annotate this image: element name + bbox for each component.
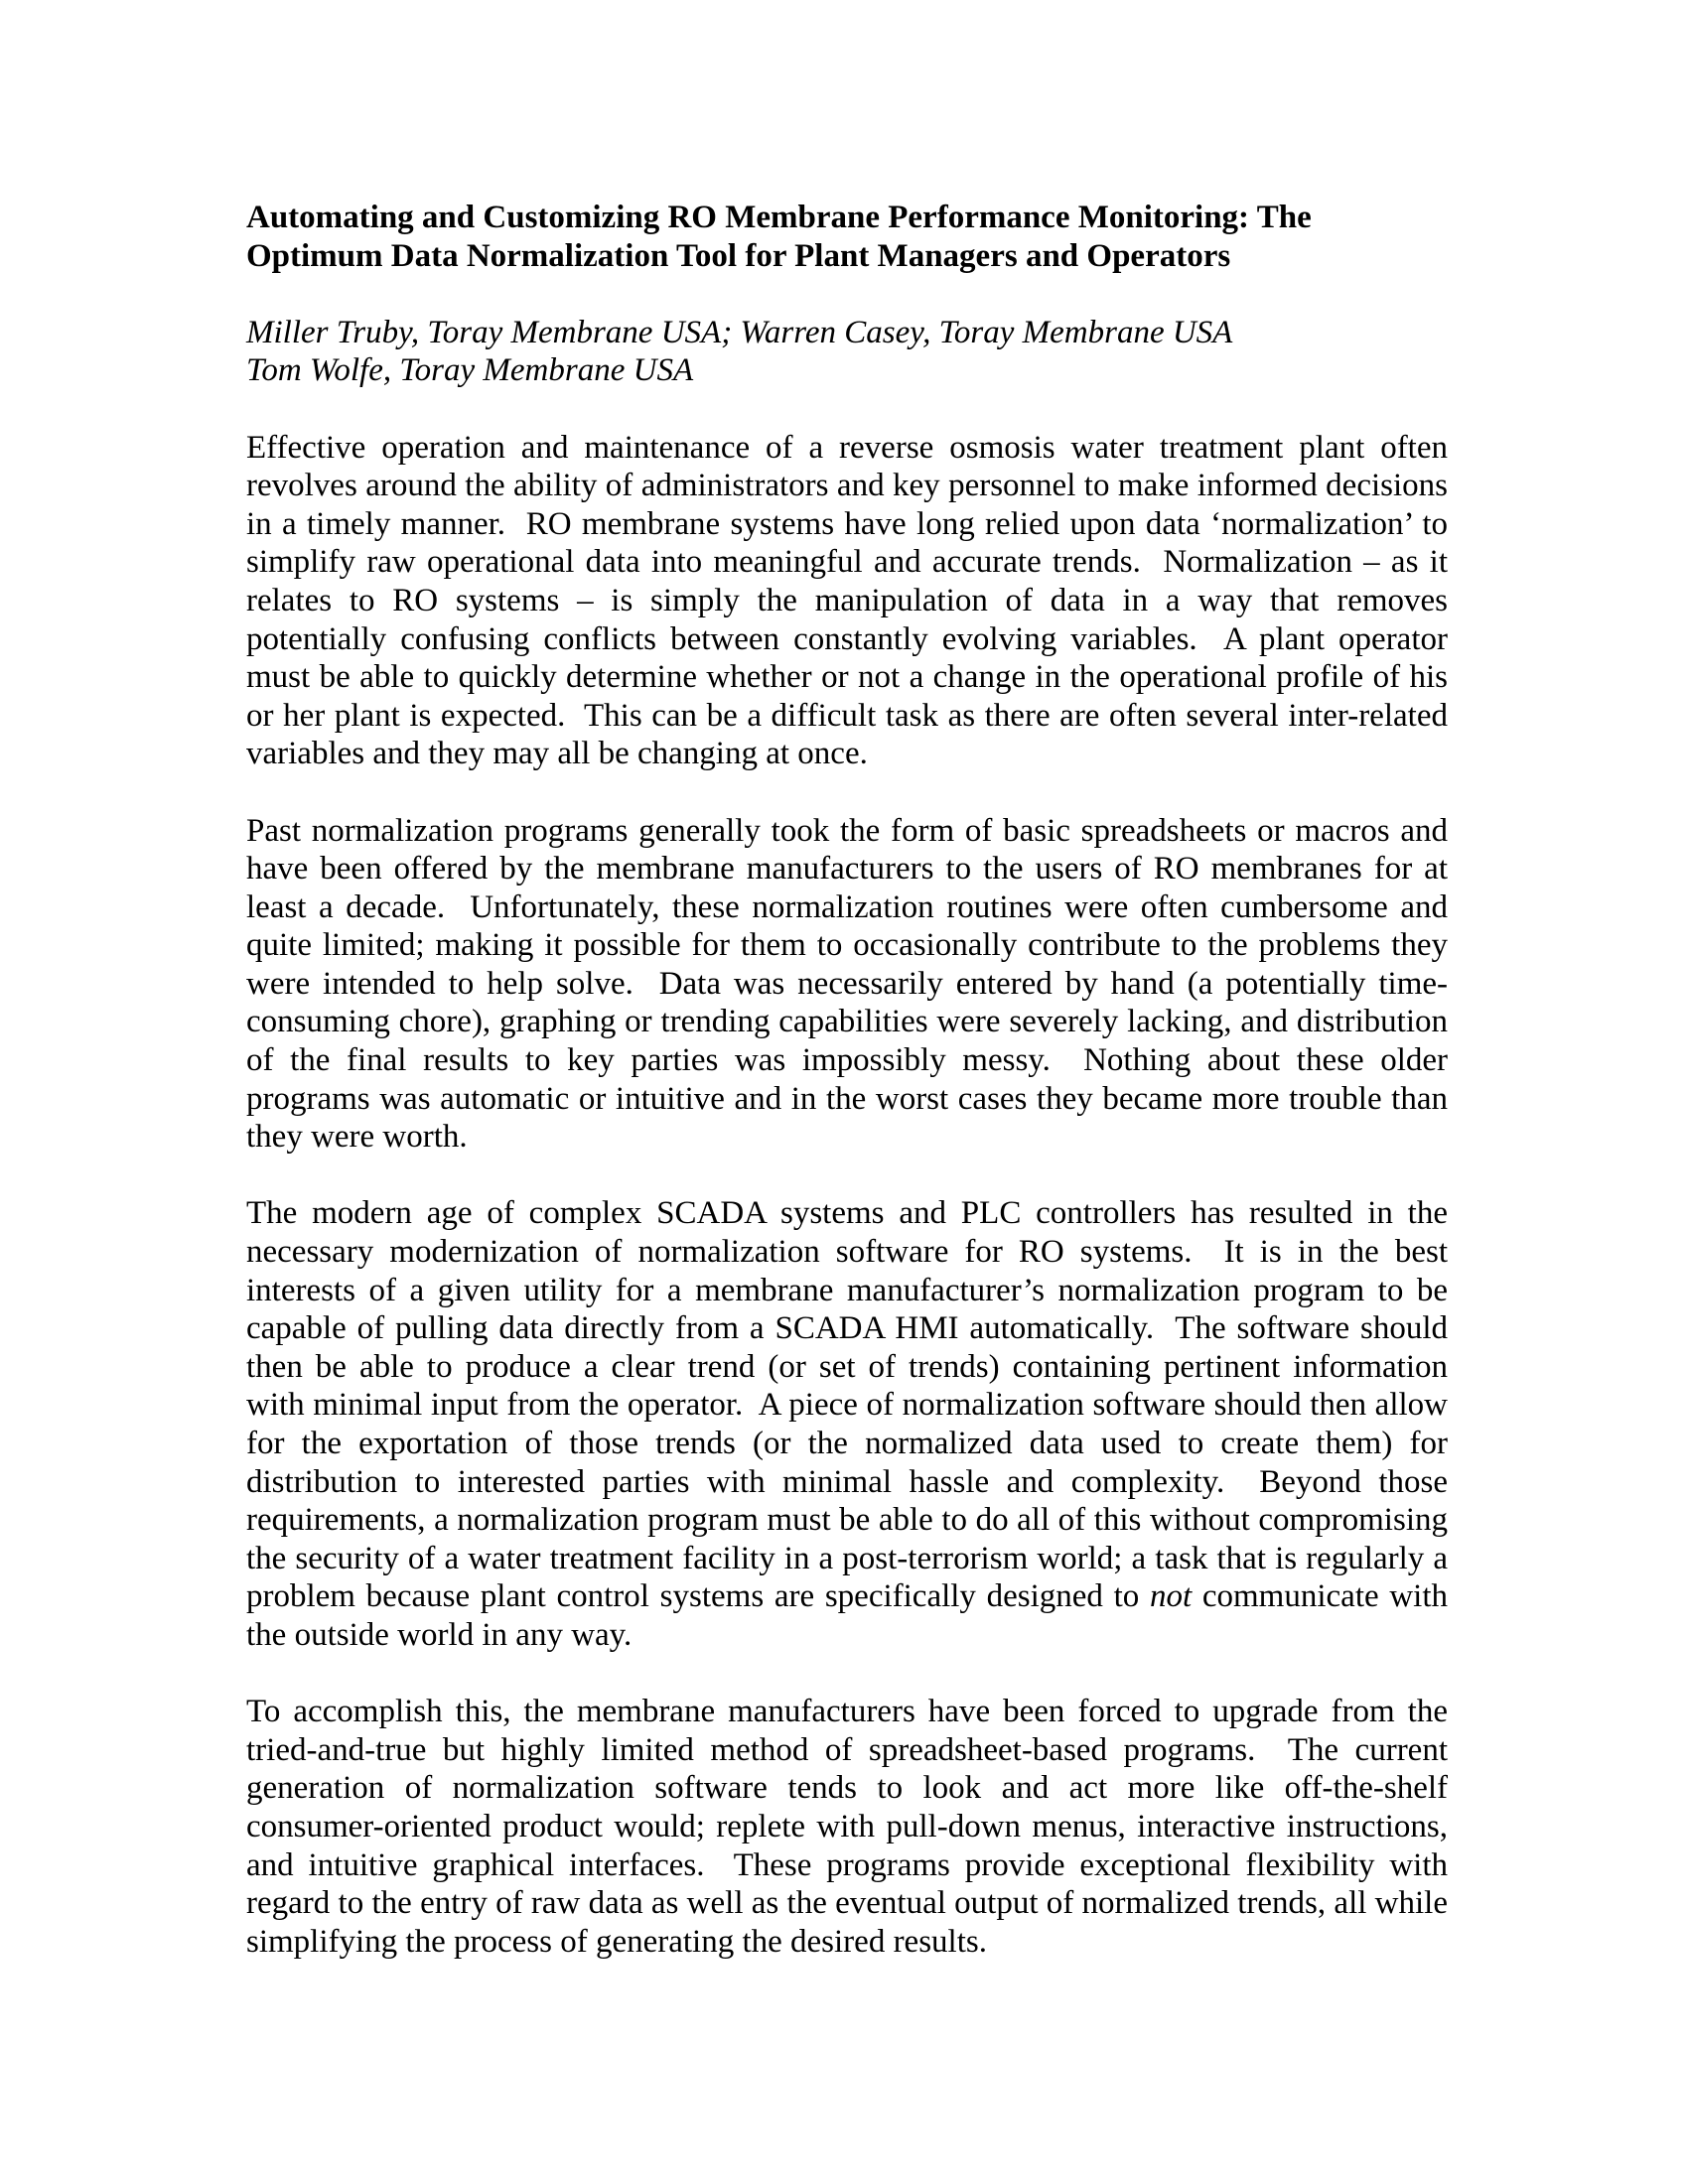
document-title	[246, 199, 1448, 275]
title-line-1: Automating and Customizing RO Membrane Performance Monitoring: The	[246, 200, 1312, 235]
paragraph-4: To accomplish this, the membrane manufacturers have been forced to upgrade from the tried-and-true but highly limited method of spreadsheet-based programs. The current generation of normalization software tends to look and act more like off-the-shelf consumer-oriented product would; replete with pull-down menus, interactive instructions, and intuitive graphical interfaces. These programs provide exceptional flexibility with regard to the entry of raw data as well as the eventual output of normalized trends, all while simplifying the process of generating the desired results.	[246, 1694, 1448, 1960]
paragraph-2: Past normalization programs generally took the form of basic spreadsheets or macros and have been offered by the membrane manufacturers to the users of RO membranes for at least a decade. Unfortunately, these normalization routines were often cumbersome and quite limited; making it possible for them to occasionally contribute to the problems they were intended to help solve. Data was necessarily entered by hand (a potentially time-consuming chore), graphing or trending capabilities were severely lacking, and distribution of the final results to key parties was impossibly messy. Nothing about these older programs was automatic or intuitive and in the worst cases they became more trouble than they were worth.	[246, 812, 1448, 1156]
document-content	[246, 199, 1448, 1961]
authors-line-1: Miller Truby, Toray Membrane USA; Warren Casey, Toray Membrane USA	[246, 314, 1233, 350]
title-line-2: Optimum Data Normalization Tool for Plant Managers and Operators	[246, 237, 1231, 274]
paragraph-3-text-end: communicate with the outside world in any way.	[246, 1578, 1448, 1653]
paragraph-1: Effective operation and maintenance of a reverse osmosis water treatment plant often revolves around the ability of administrators and key personnel to make informed decisions in a timely manner. RO membrane systems have long relied upon data ‘normalization’ to simplify raw operational data into meaningful and accurate trends. Normalization – as it relates to RO systems – is simply the manipulation of data in a way that removes potentially confusing conflicts between constantly evolving variables. A plant operator must be able to quickly determine whether or not a change in the operational profile of his or her plant is expected. This can be a difficult task as there are often several inter-related variables and they may all be changing at once.	[246, 429, 1448, 772]
author-list	[246, 314, 1448, 390]
paragraph-3	[246, 1194, 1448, 1654]
paragraph-3-emphasis: not	[1150, 1578, 1193, 1615]
paragraph-3-text: The modern age of complex SCADA systems and PLC controllers has resulted in the necessary modernization of normalization software for RO systems. It is in the best interests of a given utility for a membrane manufacturer’s normalization program to be capable of pulling data directly from a SCADA HMI automatically. The software should then be able to produce a clear trend (or set of trends) containing pertinent information with minimal input from the operator. A piece of normalization software should then allow for the exportation of those trends (or the normalized data used to create them) for distribution to interested parties with minimal hassle and complexity. Beyond those requirements, a normalization program must be able to do all of this without compromising the security of a water treatment facility in a post-terrorism world; a task that is regularly a problem because plant control systems are specifically designed to	[246, 1195, 1448, 1615]
authors-line-2: Tom Wolfe, Toray Membrane USA	[246, 352, 694, 389]
